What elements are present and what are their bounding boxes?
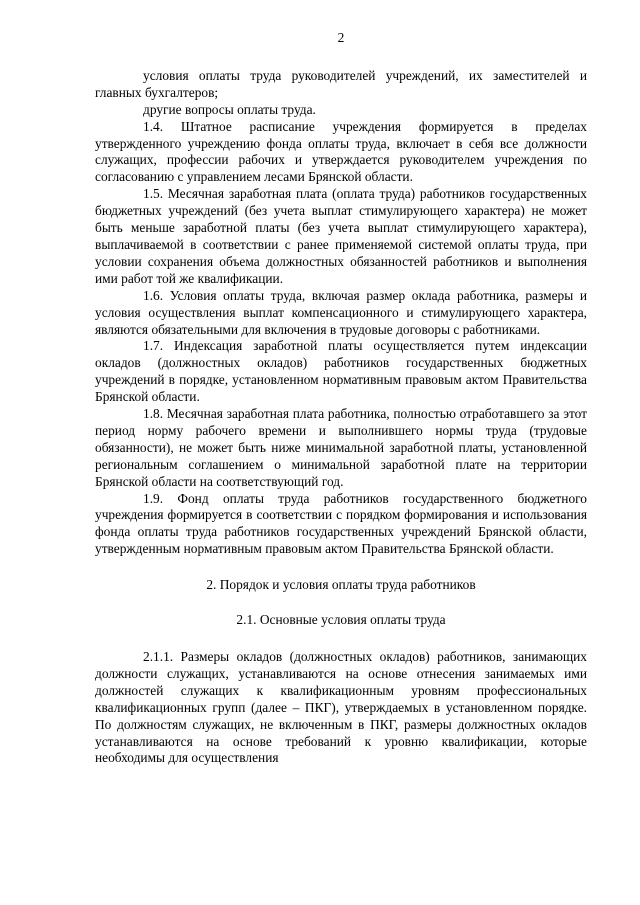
paragraph-2-1-1: 2.1.1. Размеры окладов (должностных окладов) работников, занимающих должности служащих, устанавливаются на основе отнесения занимаемых ими должностей служащих к квалификационным уровням профессиональных квалификационных групп (далее – ПКГ), утверждаемых в установленном порядке. По должностям служащих, не включенным в ПКГ, размеры должностных окладов устанавливаются на основе требований к уровню квалификации, которые необходимы для осуществления [95,649,587,766]
paragraph-1-6: 1.6. Условия оплаты труда, включая размер оклада работника, размеры и условия осуществления выплат компенсационного и стимулирующего характера, являются обязательными для включения в трудовые договоры с работниками. [95,287,587,337]
paragraph-1-4: 1.4. Штатное расписание учреждения формируется в пределах утвержденного учреждению фонда оплаты труда, включает в себя все должности служащих, профессии рабочих и утверждается руководителем учреждения по согласованию с управлением лесами Брянской области. [95,118,587,185]
paragraph: другие вопросы оплаты труда. [143,101,316,117]
paragraph-1-8: 1.8. Месячная заработная плата работника, полностью отработавшего за этот период норму рабочего времени и выполнившего нормы труда (трудовые обязанности), не может быть ниже минимальной заработной платы, установленной региональным соглашением о минимальной заработной плате на территории Брянской области на соответствующий год. [95,406,587,489]
paragraph-1-7: 1.7. Индексация заработной платы осуществляется путем индексации окладов (должностных окладов) работников государственных бюджетных учреждений в порядке, установленном нормативным правовым актом Правительства Брянской области. [95,338,587,405]
document-page [95,30,587,767]
subsection-heading: 2.1. Основные условия оплаты труда [236,612,446,628]
paragraph: условия оплаты труда руководителей учреждений, их заместителей и главных бухгалтеров; [95,67,587,100]
paragraph-1-9: 1.9. Фонд оплаты труда работников государственного бюджетного учреждения формируется в соответствии с порядком формирования и использования фонда оплаты труда работников государственных учреждений Брянской области, утвержденным нормативным правовым актом Правительства Брянской области. [95,490,587,557]
paragraph-1-5: 1.5. Месячная заработная плата (оплата труда) работников государственных бюджетных учреждений (без учета выплат стимулирующего характера) не может быть меньше заработной платы (без учета выплат стимулирующего характера), выплачиваемой в соответствии с ранее применяемой системой оплаты труда, при условии сохранения объема должностных обязанностей работников и выполнения ими работ той же квалификации. [95,186,587,286]
page-number: 2 [337,30,345,45]
section-heading: 2. Порядок и условия оплаты труда работников [206,577,476,593]
